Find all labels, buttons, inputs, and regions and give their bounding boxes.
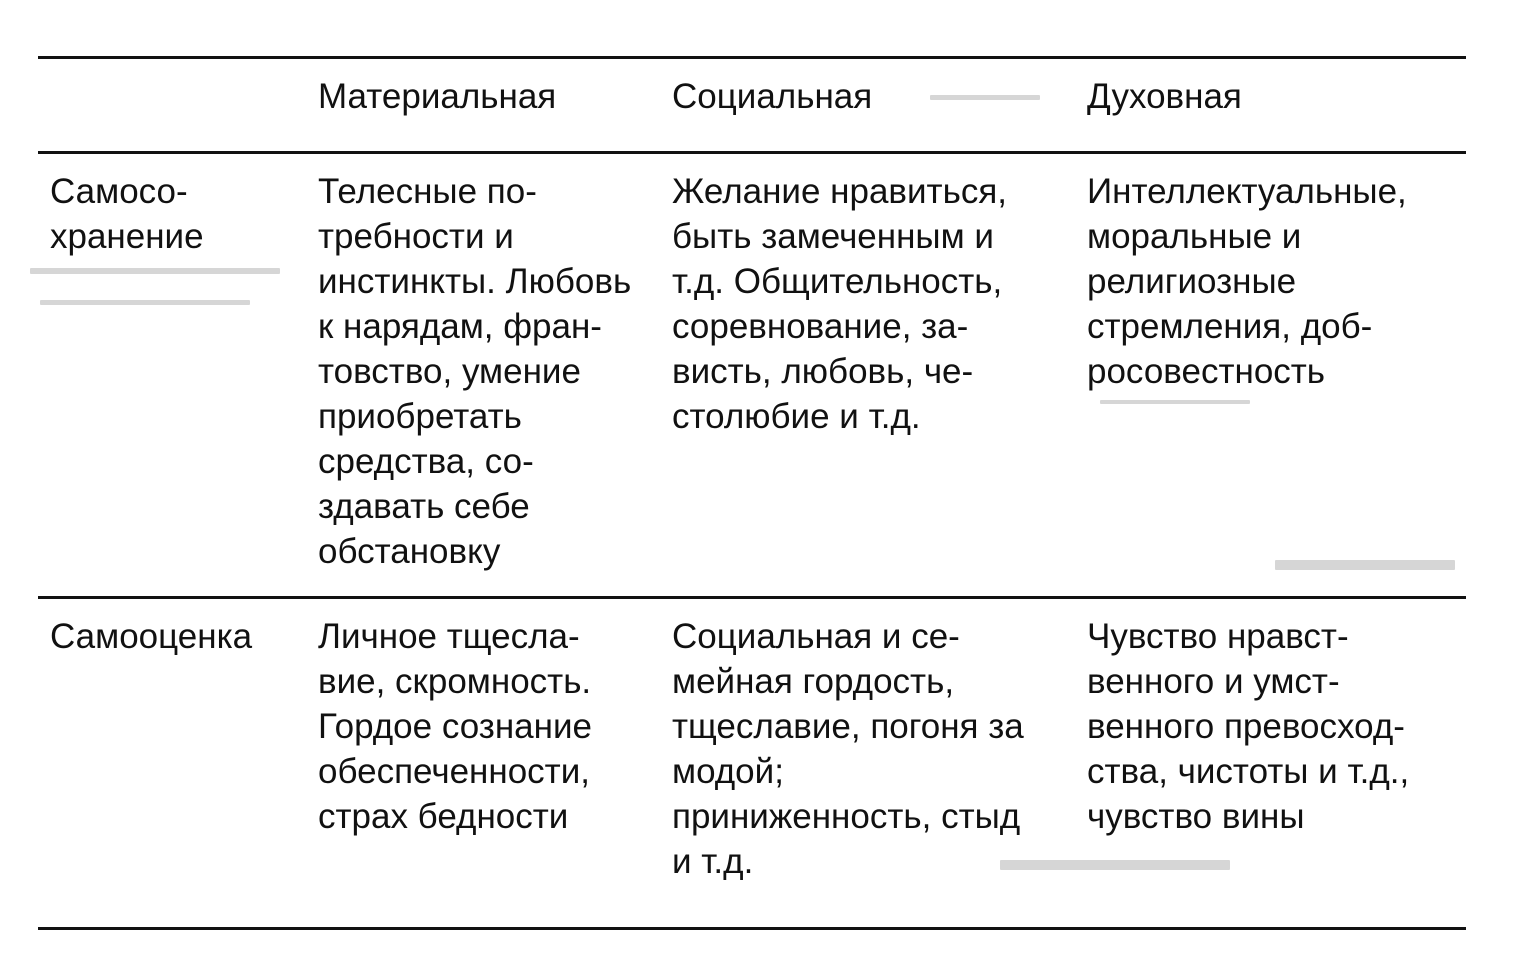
table-rule-top xyxy=(38,56,1466,59)
table-cell: Желание нравиться, быть замеченным и т.д. Общительность, соревнование, за- висть, любовь, че- столюбие и т.д. xyxy=(672,172,1007,436)
table-cell: Чувство нравст- венного и умст- венного превосход- ства, чистоты и т.д., чувство вины xyxy=(1087,617,1410,836)
header-cell-spiritual: Духовная xyxy=(1087,77,1242,116)
table-cell: Личное тщесла- вие, скромность. Гордое сознание обеспеченности, страх бедности xyxy=(318,617,592,836)
row-label-self-preservation: Самосо- хранение xyxy=(50,172,204,256)
row-label-self-assessment: Самооценка xyxy=(50,617,253,656)
table-rule-header xyxy=(38,151,1466,154)
table-cell: Интеллектуальные, моральные и религиозные стремления, доб- росовестность xyxy=(1087,172,1407,391)
header-cell-social: Социальная xyxy=(672,77,873,116)
table-cell: Социальная и се- мейная гордость, тщеславие, погоня за модой; приниженность, стыд и т.д. xyxy=(672,617,1024,881)
table-cell: Телесные по- требности и инстинкты. Любовь к нарядам, фран- товство, умение приобретать средства, со- здавать себе обстановку xyxy=(318,172,632,571)
table-rule-bottom xyxy=(38,927,1466,930)
table-rule-middle xyxy=(38,596,1466,599)
header-cell-material: Материальная xyxy=(318,77,557,116)
